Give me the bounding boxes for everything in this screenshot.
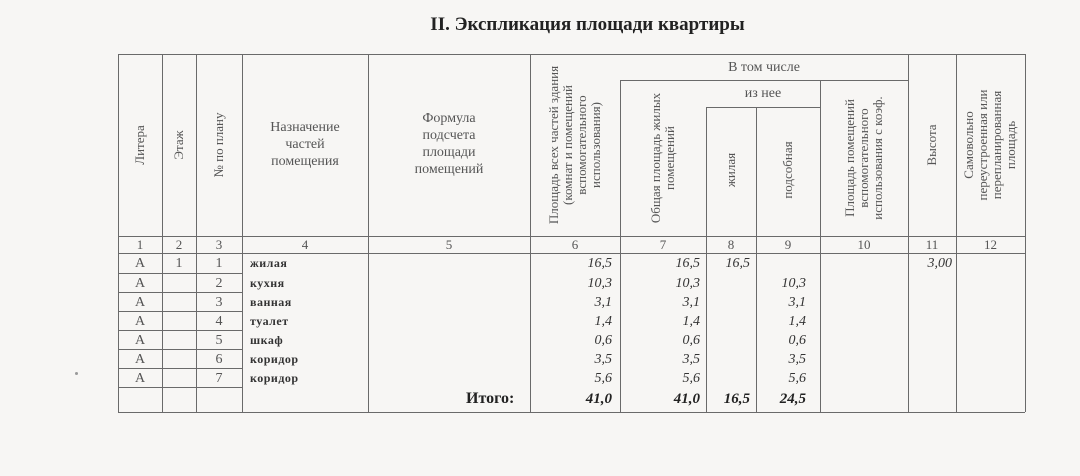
row-obsh: 5,6 [682, 371, 700, 386]
row-pods: 1,4 [788, 314, 806, 329]
row-area: 16,5 [587, 256, 612, 271]
row-obsh: 3,1 [682, 295, 700, 310]
column-number: 3 [215, 237, 223, 252]
row-pods: 10,3 [781, 276, 806, 291]
row-pods: 0,6 [788, 333, 806, 348]
header-vysota: Высота [924, 124, 939, 166]
header-litera: Литера [132, 125, 147, 165]
row-plan-no: 6 [215, 352, 223, 367]
row-name: шкаф [250, 333, 284, 347]
row-pods: 5,6 [788, 371, 806, 386]
row-name: кухня [250, 276, 285, 290]
column-number: 11 [925, 237, 939, 252]
row-area: 0,6 [594, 333, 612, 348]
row-plan-no: 4 [215, 314, 223, 329]
header-formula: Формула подсчета площади помещений [414, 111, 484, 177]
column-number: 10 [857, 237, 871, 252]
total-area: 41,0 [585, 391, 612, 407]
column-number: 4 [301, 237, 309, 252]
row-litera: А [134, 371, 146, 386]
header-iz-nee: из нее [744, 86, 782, 101]
header-zhilaya: жилая [723, 152, 738, 188]
row-litera: А [134, 352, 146, 367]
row-name: ванная [250, 295, 292, 309]
column-number: 12 [984, 237, 997, 252]
row-name: коридор [250, 371, 299, 385]
row-pods: 3,1 [788, 295, 806, 310]
row-obsh: 1,4 [682, 314, 700, 329]
row-plan-no: 1 [215, 256, 223, 271]
table-rule [706, 107, 820, 108]
column-number: 6 [571, 237, 579, 252]
total-obsh: 41,0 [673, 391, 700, 407]
table-rule [118, 412, 1025, 413]
table-rule [1025, 54, 1026, 412]
document-title: II. Экспликация площади квартиры [430, 14, 745, 35]
header-v-tom-chisle: В том числе [728, 59, 800, 75]
row-area: 3,1 [594, 295, 612, 310]
row-obsh: 0,6 [682, 333, 700, 348]
row-plan-no: 3 [215, 295, 223, 310]
column-number: 5 [445, 237, 453, 252]
row-obsh: 10,3 [675, 276, 700, 291]
total-pods: 24,5 [779, 391, 806, 407]
row-area: 5,6 [594, 371, 612, 386]
row-litera: А [134, 314, 146, 329]
header-obshaya: Общая площадь жилых помещений [648, 92, 677, 224]
column-number: 7 [659, 237, 667, 252]
header-samovolno: Самовольно переустроенная или перепланированная площадь [961, 89, 1018, 201]
row-litera: А [134, 295, 146, 310]
header-plan-no: № по плану [211, 112, 226, 178]
header-naznachenie: Назначение частей помещения [270, 119, 340, 169]
row-pods: 3,5 [788, 352, 806, 367]
row-name: коридор [250, 352, 299, 366]
row-height: 3,00 [927, 256, 952, 271]
row-zhil: 16,5 [725, 256, 750, 271]
column-number: 1 [136, 237, 144, 252]
header-podsobnaya: подсобная [780, 141, 795, 199]
row-plan-no: 7 [215, 371, 223, 386]
row-plan-no: 2 [215, 276, 223, 291]
total-zhil: 16,5 [723, 391, 750, 407]
row-name: жилая [250, 256, 288, 270]
header-etazh: Этаж [171, 130, 186, 160]
row-area: 10,3 [587, 276, 612, 291]
column-number: 2 [175, 237, 183, 252]
row-litera: А [134, 276, 146, 291]
row-area: 3,5 [594, 352, 612, 367]
row-litera: А [134, 256, 146, 271]
column-number: 9 [784, 237, 792, 252]
scan-speck [75, 372, 78, 375]
row-etazh: 1 [175, 256, 183, 271]
row-plan-no: 5 [215, 333, 223, 348]
row-litera: А [134, 333, 146, 348]
header-vspom: Площадь помещений вспомогательного использования с коэф. [842, 96, 885, 220]
row-area: 1,4 [594, 314, 612, 329]
row-name: туалет [250, 314, 289, 328]
column-number: 8 [727, 237, 735, 252]
row-obsh: 3,5 [682, 352, 700, 367]
row-obsh: 16,5 [675, 256, 700, 271]
header-area-all: Площадь всех частей здания (комнат и помещений вспомогательного использования) [546, 65, 603, 225]
total-label: Итого: [466, 390, 515, 407]
